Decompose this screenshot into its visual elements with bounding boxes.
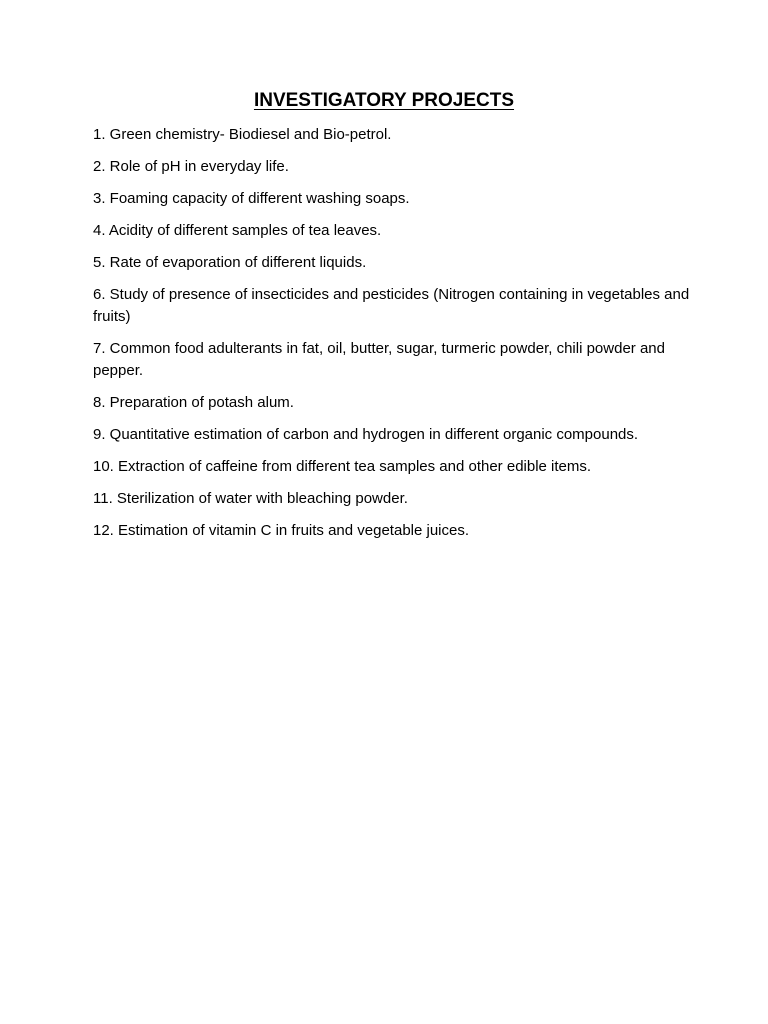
- list-item: 7. Common food adulterants in fat, oil, butter, sugar, turmeric powder, chili powder and pepper.: [93, 340, 665, 379]
- list-item: 6. Study of presence of insecticides and pesticides (Nitrogen containing in vegetables and fruits): [93, 286, 690, 325]
- list-item: 9. Quantitative estimation of carbon and hydrogen in different organic compounds.: [93, 426, 639, 443]
- list-item: 1. Green chemistry- Biodiesel and Bio-petrol.: [93, 126, 392, 143]
- list-item: 3. Foaming capacity of different washing soaps.: [93, 190, 410, 207]
- page-title: [0, 88, 768, 114]
- list-item: 10. Extraction of caffeine from different tea samples and other edible items.: [93, 458, 592, 475]
- list-item: 5. Rate of evaporation of different liquids.: [93, 254, 367, 271]
- project-list: [93, 124, 693, 552]
- list-item: 12. Estimation of vitamin C in fruits and vegetable juices.: [93, 522, 470, 539]
- list-item: 4. Acidity of different samples of tea leaves.: [93, 222, 382, 239]
- list-item: 2. Role of pH in everyday life.: [93, 158, 289, 175]
- page-title-text: INVESTIGATORY PROJECTS: [253, 90, 515, 111]
- list-item: 11. Sterilization of water with bleaching powder.: [93, 490, 408, 507]
- list-item: 8. Preparation of potash alum.: [93, 394, 294, 411]
